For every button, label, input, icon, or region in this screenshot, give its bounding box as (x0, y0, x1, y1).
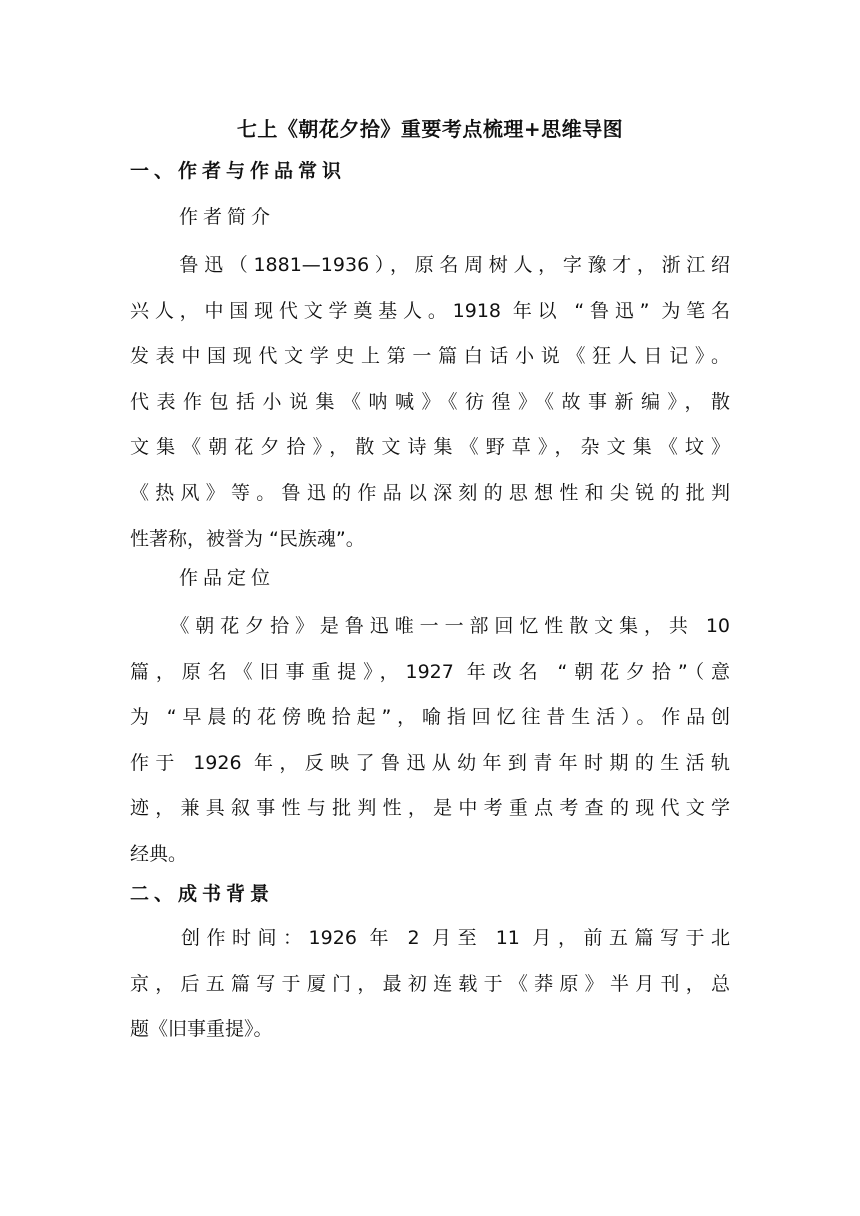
text-line: 篇，原名《旧事重提》，1927 年改名 “朝花夕拾”（意 (130, 660, 730, 683)
paragraph-creation-time (130, 916, 730, 1053)
section-heading-author-works: 一、作者与作品常识 (130, 160, 347, 182)
paragraph-work-positioning (130, 604, 730, 878)
text-line: 迹，兼具叙事性与批判性，是中考重点考查的现代文学 (130, 797, 730, 820)
text-line: 《热风》等。鲁迅的作品以深刻的思想性和尖锐的批判 (130, 481, 730, 504)
text-line: 鲁迅（1881—1936），原名周树人，字豫才，浙江绍 (130, 254, 730, 276)
text-line: 作于 1926 年，反映了鲁迅从幼年到青年时期的生活轨 (130, 751, 730, 774)
section-heading-background: 二、成书背景 (130, 883, 275, 905)
text-line: 代表作包括小说集《呐喊》《彷徨》《故事新编》，散 (130, 390, 730, 413)
document-title: 七上《朝花夕拾》重要考点梳理+思维导图 (236, 117, 624, 141)
text-line: 京，后五篇写于厦门，最初连载于《莽原》半月刊，总 (130, 972, 730, 995)
text-line: 《朝花夕拾》是鲁迅唯一一部回忆性散文集，共 10 (130, 615, 730, 637)
text-line: 创作时间：1926 年 2 月至 11 月，前五篇写于北 (130, 927, 730, 949)
subheading-author-intro: 作者简介 (179, 206, 276, 228)
text-line: 兴人，中国现代文学奠基人。1918 年以 “鲁迅” 为笔名 (130, 299, 730, 322)
text-line: 为 “早晨的花傍晚拾起”，喻指回忆往昔生活）。作品创 (130, 706, 730, 729)
subheading-work-positioning: 作品定位 (179, 567, 276, 589)
text-line: 题《旧事重提》。 (130, 1018, 273, 1041)
text-line: 性著称，被誉为 “民族魂”。 (130, 527, 365, 550)
text-line: 经典。 (130, 842, 188, 865)
text-line: 发表中国现代文学史上第一篇白话小说《狂人日记》。 (130, 345, 730, 368)
paragraph-author-intro (130, 243, 730, 562)
text-line: 文集《朝花夕拾》，散文诗集《野草》，杂文集《坟》 (130, 436, 730, 459)
